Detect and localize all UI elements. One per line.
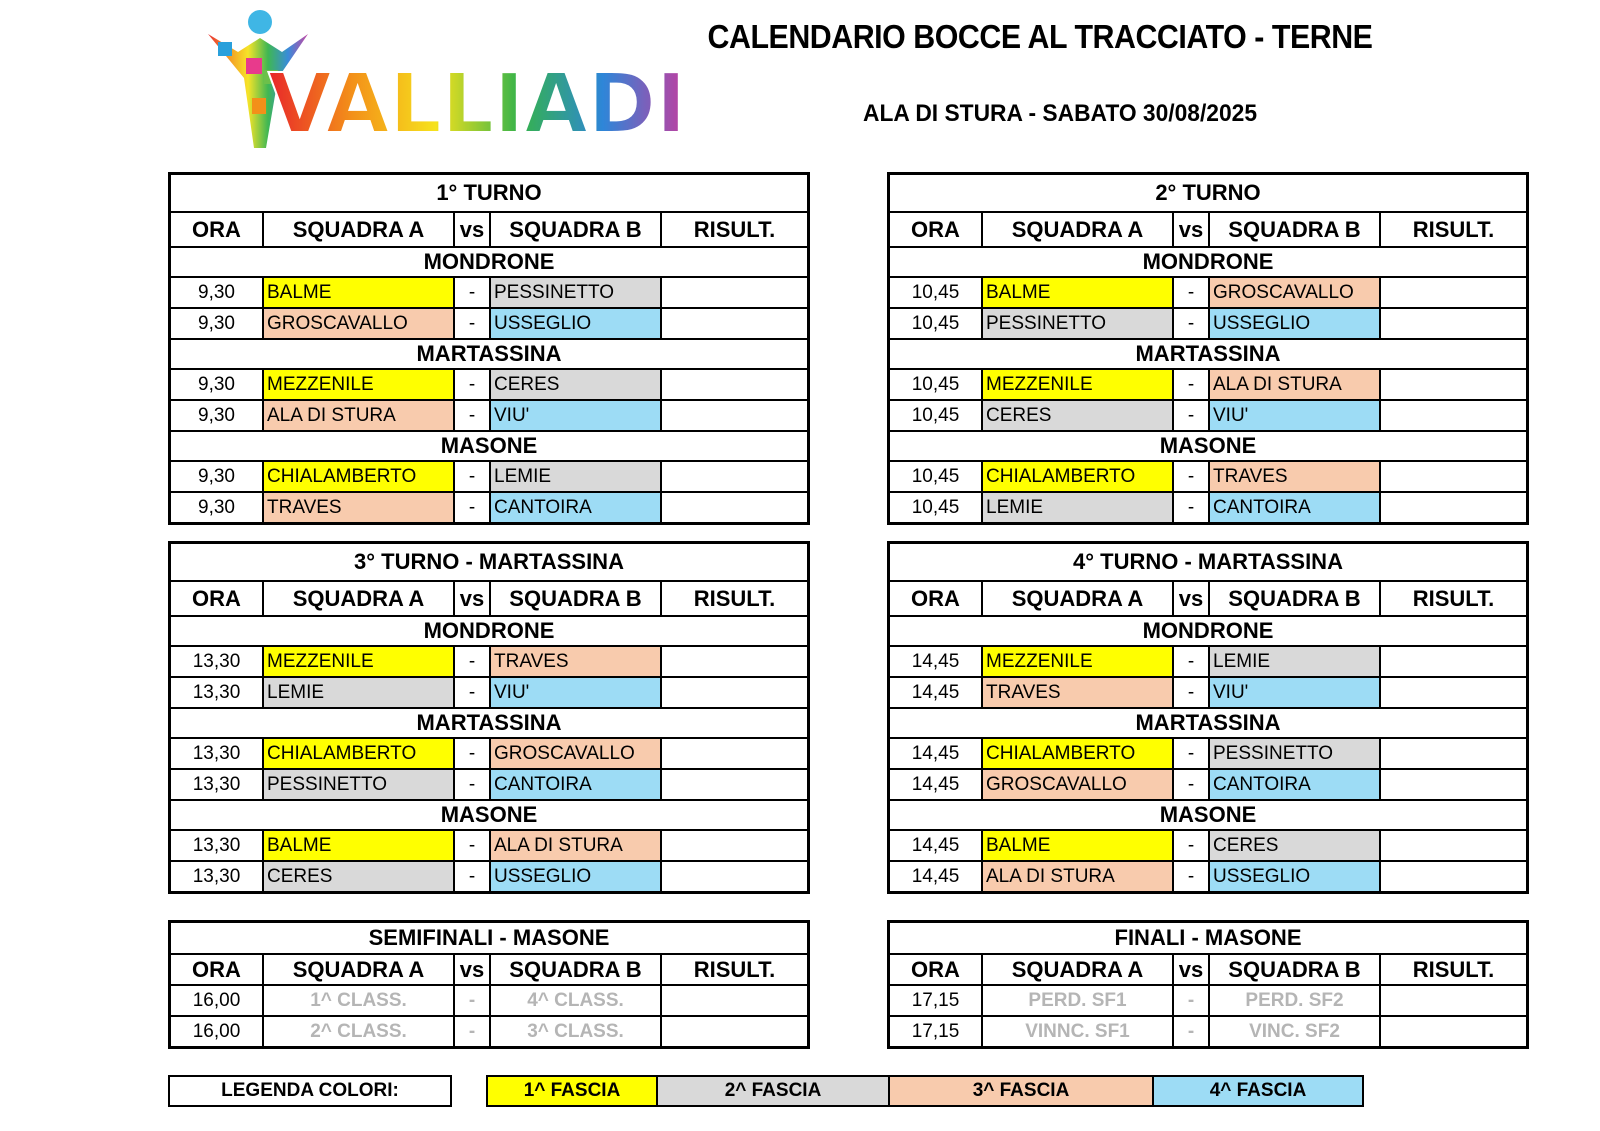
result-field[interactable]: [660, 401, 807, 430]
match-row: [890, 1015, 1526, 1046]
match-separator: -: [453, 370, 489, 399]
team-b: 4^ CLASS.: [489, 986, 660, 1015]
result-field[interactable]: [660, 739, 807, 768]
campo-row: [171, 615, 807, 645]
match-row: [171, 768, 807, 799]
campo-name: MARTASSINA: [1135, 341, 1281, 366]
campo-name: MARTASSINA: [1135, 710, 1281, 735]
match-separator: -: [1172, 278, 1208, 307]
campo-row: [890, 615, 1526, 645]
team-b: ALA DI STURA: [1208, 370, 1379, 399]
table-title-row: [890, 175, 1526, 211]
legend-fascia-2: 2^ FASCIA: [656, 1077, 888, 1105]
match-separator: -: [453, 831, 489, 860]
campo-row: [890, 430, 1526, 460]
result-field[interactable]: [1379, 309, 1526, 338]
match-time: 14,45: [911, 681, 960, 703]
table-title-row: [171, 175, 807, 211]
match-separator: -: [453, 862, 489, 891]
logo-text: VALLIADI: [268, 57, 687, 152]
result-field[interactable]: [660, 462, 807, 491]
match-time: 9,30: [198, 312, 235, 334]
team-b: VIU': [1208, 401, 1379, 430]
result-field[interactable]: [1379, 1017, 1526, 1046]
team-a: MEZZENILE: [981, 647, 1172, 676]
team-a: LEMIE: [981, 493, 1172, 522]
table-title-row: [171, 923, 807, 953]
table-title: 1° TURNO: [436, 180, 542, 205]
col-risult-header: RISULT.: [660, 582, 807, 615]
match-time: 17,15: [911, 989, 960, 1011]
col-ora-header: ORA: [911, 956, 960, 982]
page-title: CALENDARIO BOCCE AL TRACCIATO - TERNE: [707, 18, 1373, 55]
schedule-table-turno-3: [168, 541, 810, 894]
team-a: PESSINETTO: [981, 309, 1172, 338]
match-time: 9,30: [198, 496, 235, 518]
match-row: [890, 307, 1526, 338]
result-field[interactable]: [1379, 462, 1526, 491]
team-a: CERES: [262, 862, 453, 891]
result-field[interactable]: [1379, 739, 1526, 768]
result-field[interactable]: [660, 831, 807, 860]
col-squadra-b-header: SQUADRA B: [1208, 213, 1379, 246]
match-row: [890, 276, 1526, 307]
table-title: 3° TURNO - MARTASSINA: [354, 549, 624, 574]
match-separator: -: [453, 462, 489, 491]
match-row: [890, 676, 1526, 707]
team-b: LEMIE: [1208, 647, 1379, 676]
column-header-row: [890, 580, 1526, 615]
match-row: [171, 737, 807, 768]
team-a: MEZZENILE: [981, 370, 1172, 399]
result-field[interactable]: [1379, 370, 1526, 399]
match-time: 9,30: [198, 404, 235, 426]
col-squadra-b-header: SQUADRA B: [1208, 582, 1379, 615]
team-a: CHIALAMBERTO: [262, 462, 453, 491]
match-separator: -: [453, 770, 489, 799]
team-a: BALME: [262, 831, 453, 860]
col-squadra-a-header: SQUADRA A: [981, 955, 1172, 984]
team-a: 2^ CLASS.: [262, 1017, 453, 1046]
valliadi-logo: [208, 8, 687, 158]
campo-row: [171, 799, 807, 829]
match-row: [890, 460, 1526, 491]
result-field[interactable]: [1379, 493, 1526, 522]
match-time: 14,45: [911, 742, 960, 764]
match-row: [171, 829, 807, 860]
match-time: 9,30: [198, 281, 235, 303]
match-row: [890, 829, 1526, 860]
match-separator: -: [1172, 986, 1208, 1015]
col-squadra-a-header: SQUADRA A: [981, 582, 1172, 615]
campo-name: MONDRONE: [1142, 618, 1274, 643]
match-separator: -: [1172, 370, 1208, 399]
team-a: TRAVES: [262, 493, 453, 522]
match-row: [171, 368, 807, 399]
campo-row: [171, 246, 807, 276]
col-ora-header: ORA: [192, 585, 241, 611]
campo-row: [890, 799, 1526, 829]
table-title: FINALI - MASONE: [1114, 925, 1302, 950]
team-a: GROSCAVALLO: [981, 770, 1172, 799]
schedule-table-turno-1: [168, 172, 810, 525]
result-field[interactable]: [660, 986, 807, 1015]
match-separator: -: [453, 278, 489, 307]
match-separator: -: [453, 309, 489, 338]
campo-row: [171, 338, 807, 368]
team-a: CHIALAMBERTO: [981, 462, 1172, 491]
col-risult-header: RISULT.: [660, 213, 807, 246]
team-b: VINC. SF2: [1208, 1017, 1379, 1046]
match-row: [171, 1015, 807, 1046]
team-a: ALA DI STURA: [262, 401, 453, 430]
team-b: VIU': [489, 401, 660, 430]
match-separator: -: [1172, 1017, 1208, 1046]
col-ora-header: ORA: [911, 585, 960, 611]
result-field[interactable]: [1379, 770, 1526, 799]
team-a: CHIALAMBERTO: [981, 739, 1172, 768]
schedule-table-turno-4: [887, 541, 1529, 894]
match-separator: -: [453, 401, 489, 430]
match-row: [171, 676, 807, 707]
match-separator: -: [453, 739, 489, 768]
team-b: LEMIE: [489, 462, 660, 491]
team-b: PESSINETTO: [1208, 739, 1379, 768]
team-b: GROSCAVALLO: [489, 739, 660, 768]
campo-name: MASONE: [440, 433, 538, 458]
legend-fascia-1: 1^ FASCIA: [488, 1077, 656, 1105]
result-field[interactable]: [660, 770, 807, 799]
match-row: [890, 984, 1526, 1015]
match-row: [890, 645, 1526, 676]
match-time: 14,45: [911, 650, 960, 672]
campo-name: MARTASSINA: [416, 341, 562, 366]
match-row: [890, 491, 1526, 522]
campo-name: MONDRONE: [423, 618, 555, 643]
col-risult-header: RISULT.: [660, 955, 807, 984]
result-field[interactable]: [660, 278, 807, 307]
team-a: BALME: [981, 831, 1172, 860]
match-row: [890, 860, 1526, 891]
column-header-row: [890, 953, 1526, 984]
team-b: PESSINETTO: [489, 278, 660, 307]
col-risult-header: RISULT.: [1379, 582, 1526, 615]
team-a: ALA DI STURA: [981, 862, 1172, 891]
match-time: 13,30: [192, 865, 241, 887]
team-a: BALME: [981, 278, 1172, 307]
match-row: [171, 491, 807, 522]
team-b: TRAVES: [489, 647, 660, 676]
match-time: 10,45: [911, 281, 960, 303]
campo-row: [171, 430, 807, 460]
match-separator: -: [1172, 462, 1208, 491]
col-vs-header: vs: [453, 955, 489, 984]
team-b: ALA DI STURA: [489, 831, 660, 860]
team-b: CANTOIRA: [1208, 770, 1379, 799]
match-time: 14,45: [911, 834, 960, 856]
campo-name: MONDRONE: [1142, 249, 1274, 274]
campo-name: MASONE: [440, 802, 538, 827]
team-b: 3^ CLASS.: [489, 1017, 660, 1046]
match-row: [890, 768, 1526, 799]
match-row: [171, 984, 807, 1015]
team-a: CHIALAMBERTO: [262, 739, 453, 768]
col-vs-header: vs: [1172, 582, 1208, 615]
match-time: 13,30: [192, 681, 241, 703]
result-field[interactable]: [1379, 647, 1526, 676]
team-a: 1^ CLASS.: [262, 986, 453, 1015]
team-b: USSEGLIO: [1208, 309, 1379, 338]
match-time: 13,30: [192, 742, 241, 764]
team-b: USSEGLIO: [1208, 862, 1379, 891]
match-separator: -: [1172, 831, 1208, 860]
team-a: MEZZENILE: [262, 647, 453, 676]
match-row: [171, 276, 807, 307]
team-a: BALME: [262, 278, 453, 307]
result-field[interactable]: [660, 493, 807, 522]
match-row: [171, 399, 807, 430]
match-row: [890, 399, 1526, 430]
result-field[interactable]: [1379, 831, 1526, 860]
match-time: 9,30: [198, 373, 235, 395]
col-vs-header: vs: [453, 582, 489, 615]
match-separator: -: [1172, 401, 1208, 430]
team-b: VIU': [489, 678, 660, 707]
team-b: CANTOIRA: [1208, 493, 1379, 522]
team-a: PERD. SF1: [981, 986, 1172, 1015]
match-separator: -: [453, 1017, 489, 1046]
match-separator: -: [453, 986, 489, 1015]
table-title-row: [890, 923, 1526, 953]
campo-name: MASONE: [1159, 433, 1257, 458]
campo-row: [890, 246, 1526, 276]
match-row: [890, 737, 1526, 768]
match-row: [171, 860, 807, 891]
result-field[interactable]: [1379, 678, 1526, 707]
match-time: 16,00: [192, 1020, 241, 1042]
col-ora-header: ORA: [911, 216, 960, 242]
col-squadra-b-header: SQUADRA B: [489, 582, 660, 615]
schedule-table-turno-2: [887, 172, 1529, 525]
match-separator: -: [1172, 678, 1208, 707]
campo-row: [890, 338, 1526, 368]
team-a: MEZZENILE: [262, 370, 453, 399]
result-field[interactable]: [660, 678, 807, 707]
match-time: 16,00: [192, 989, 241, 1011]
page-subtitle: ALA DI STURA - SABATO 30/08/2025: [862, 100, 1258, 127]
result-field[interactable]: [1379, 986, 1526, 1015]
col-risult-header: RISULT.: [1379, 213, 1526, 246]
match-separator: -: [1172, 647, 1208, 676]
result-field[interactable]: [1379, 862, 1526, 891]
team-b: CANTOIRA: [489, 493, 660, 522]
col-squadra-a-header: SQUADRA A: [262, 213, 453, 246]
col-squadra-b-header: SQUADRA B: [1208, 955, 1379, 984]
match-separator: -: [1172, 493, 1208, 522]
col-squadra-a-header: SQUADRA A: [262, 582, 453, 615]
col-vs-header: vs: [1172, 955, 1208, 984]
column-header-row: [890, 211, 1526, 246]
match-separator: -: [453, 647, 489, 676]
col-squadra-a-header: SQUADRA A: [981, 213, 1172, 246]
col-squadra-b-header: SQUADRA B: [489, 213, 660, 246]
campo-row: [171, 707, 807, 737]
match-separator: -: [1172, 739, 1208, 768]
match-row: [890, 368, 1526, 399]
match-row: [171, 307, 807, 338]
match-time: 10,45: [911, 465, 960, 487]
match-time: 17,15: [911, 1020, 960, 1042]
match-separator: -: [453, 678, 489, 707]
match-time: 9,30: [198, 465, 235, 487]
team-b: USSEGLIO: [489, 862, 660, 891]
campo-name: MARTASSINA: [416, 710, 562, 735]
table-title-row: [890, 544, 1526, 580]
result-field[interactable]: [660, 862, 807, 891]
match-separator: -: [1172, 770, 1208, 799]
match-row: [171, 645, 807, 676]
col-ora-header: ORA: [192, 216, 241, 242]
team-b: VIU': [1208, 678, 1379, 707]
col-ora-header: ORA: [192, 956, 241, 982]
column-header-row: [171, 211, 807, 246]
match-time: 13,30: [192, 773, 241, 795]
team-b: PERD. SF2: [1208, 986, 1379, 1015]
match-separator: -: [1172, 862, 1208, 891]
col-squadra-a-header: SQUADRA A: [262, 955, 453, 984]
team-b: GROSCAVALLO: [1208, 278, 1379, 307]
campo-name: MONDRONE: [423, 249, 555, 274]
table-title: 2° TURNO: [1155, 180, 1261, 205]
finals-table-2: [887, 920, 1529, 1049]
table-title: SEMIFINALI - MASONE: [368, 925, 610, 950]
match-separator: -: [453, 493, 489, 522]
campo-row: [890, 707, 1526, 737]
color-legend: [486, 1075, 1364, 1107]
result-field[interactable]: [660, 647, 807, 676]
finals-table-1: [168, 920, 810, 1049]
match-time: 10,45: [911, 404, 960, 426]
team-a: CERES: [981, 401, 1172, 430]
col-vs-header: vs: [453, 213, 489, 246]
team-a: PESSINETTO: [262, 770, 453, 799]
match-time: 13,30: [192, 650, 241, 672]
result-field[interactable]: [660, 1017, 807, 1046]
col-squadra-b-header: SQUADRA B: [489, 955, 660, 984]
match-time: 10,45: [911, 496, 960, 518]
table-title: 4° TURNO - MARTASSINA: [1073, 549, 1343, 574]
result-field[interactable]: [660, 370, 807, 399]
team-b: CERES: [489, 370, 660, 399]
match-time: 10,45: [911, 373, 960, 395]
table-title-row: [171, 544, 807, 580]
team-b: TRAVES: [1208, 462, 1379, 491]
col-risult-header: RISULT.: [1379, 955, 1526, 984]
column-header-row: [171, 580, 807, 615]
legend-label: LEGENDA COLORI:: [168, 1075, 452, 1107]
team-a: VINNC. SF1: [981, 1017, 1172, 1046]
legend-fascia-3: 3^ FASCIA: [888, 1077, 1152, 1105]
match-time: 14,45: [911, 773, 960, 795]
team-a: GROSCAVALLO: [262, 309, 453, 338]
team-b: USSEGLIO: [489, 309, 660, 338]
col-vs-header: vs: [1172, 213, 1208, 246]
column-header-row: [171, 953, 807, 984]
result-field[interactable]: [1379, 401, 1526, 430]
result-field[interactable]: [660, 309, 807, 338]
match-separator: -: [1172, 309, 1208, 338]
team-a: TRAVES: [981, 678, 1172, 707]
legend-fascia-4: 4^ FASCIA: [1152, 1077, 1362, 1105]
match-time: 13,30: [192, 834, 241, 856]
result-field[interactable]: [1379, 278, 1526, 307]
team-b: CANTOIRA: [489, 770, 660, 799]
campo-name: MASONE: [1159, 802, 1257, 827]
match-time: 14,45: [911, 865, 960, 887]
team-b: CERES: [1208, 831, 1379, 860]
match-row: [171, 460, 807, 491]
match-time: 10,45: [911, 312, 960, 334]
team-a: LEMIE: [262, 678, 453, 707]
